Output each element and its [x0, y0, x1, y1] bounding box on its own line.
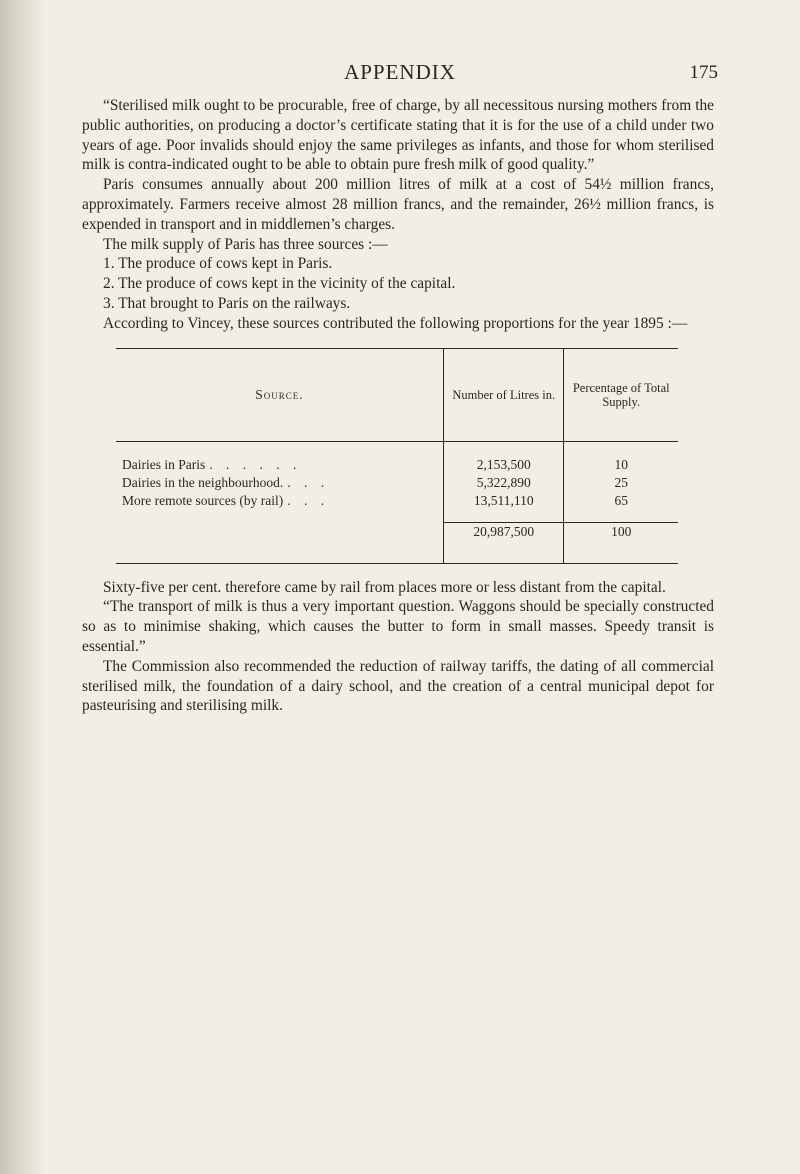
header-litres: Number of Litres in. [443, 348, 564, 441]
row-percentage: 10 [564, 441, 678, 474]
row-source: Dairies in Paris [122, 456, 206, 472]
list-item-source-1: 1. The produce of cows kept in Paris. [103, 255, 333, 273]
header-source: Source. [116, 348, 443, 441]
row-litres: 5,322,890 [443, 474, 564, 492]
page-header [0, 60, 800, 90]
header-percentage: Percentage of Total Supply. [564, 348, 678, 441]
list-item-source-2: 2. The produce of cows kept in the vicinity of the capital. [103, 275, 456, 293]
page-number: 175 [689, 62, 718, 83]
row-source: Dairies in the neighbourhood. [122, 474, 284, 490]
row-source: More remote sources (by rail) [122, 492, 284, 508]
dot-leaders: . . . [287, 474, 330, 490]
milk-supply-table-wrap [116, 348, 678, 564]
total-percentage: 100 [564, 522, 678, 563]
paragraph-transport: “The transport of milk is thus a very important question. Waggons should be specially constructed so as to minimise shaking, which causes the butter to form in small masses. Speedy transit is essential.” [82, 598, 714, 655]
table-header-row [116, 348, 678, 441]
dot-leaders: . . . . . . [209, 456, 302, 472]
milk-supply-table [116, 348, 678, 564]
body-text [82, 96, 714, 716]
total-litres: 20,987,500 [443, 522, 564, 563]
running-head: APPENDIX [344, 60, 456, 84]
table-row [116, 474, 678, 492]
list-item-source-3: 3. That brought to Paris on the railways. [103, 294, 351, 312]
row-percentage: 25 [564, 474, 678, 492]
paragraph-vincey: According to Vincey, these sources contributed the following proportions for the year 1895 :— [103, 314, 688, 332]
paragraph-quote: “Sterilised milk ought to be procurable, free of charge, by all necessitous nursing mothers from the public authorities, on producing a doctor’s certificate stating that it is for the use of a child under two years of age. Poor invalids should enjoy the same privileges as infants, and those for whom sterilised milk is contra-indicated ought to be able to obtain pure fresh milk of good quality.” [82, 97, 714, 174]
dot-leaders: . . . [287, 492, 330, 508]
row-percentage: 65 [564, 492, 678, 523]
table-total-row [116, 522, 678, 563]
row-litres: 13,511,110 [443, 492, 564, 523]
paragraph-sources-intro: The milk supply of Paris has three sources :— [103, 235, 388, 253]
paragraph-consumption: Paris consumes annually about 200 million litres of milk at a cost of 54½ million francs, approximately. Farmers receive almost 28 million francs, and the remainder, 26½ million francs, is expended in transport and in middlemen’s charges. [82, 176, 714, 233]
paragraph-commission: The Commission also recommended the reduction of railway tariffs, the dating of all commercial sterilised milk, the foundation of a dairy school, and the creation of a central municipal depot for pasteurising and sterilising milk. [82, 657, 714, 715]
paragraph-sixty-five: Sixty-five per cent. therefore came by rail from places more or less distant from the capital. [103, 578, 666, 596]
row-litres: 2,153,500 [443, 441, 564, 474]
table-row [116, 492, 678, 523]
table-row [116, 441, 678, 474]
page-spine-shadow [0, 0, 46, 1174]
text-after-table [82, 578, 714, 717]
